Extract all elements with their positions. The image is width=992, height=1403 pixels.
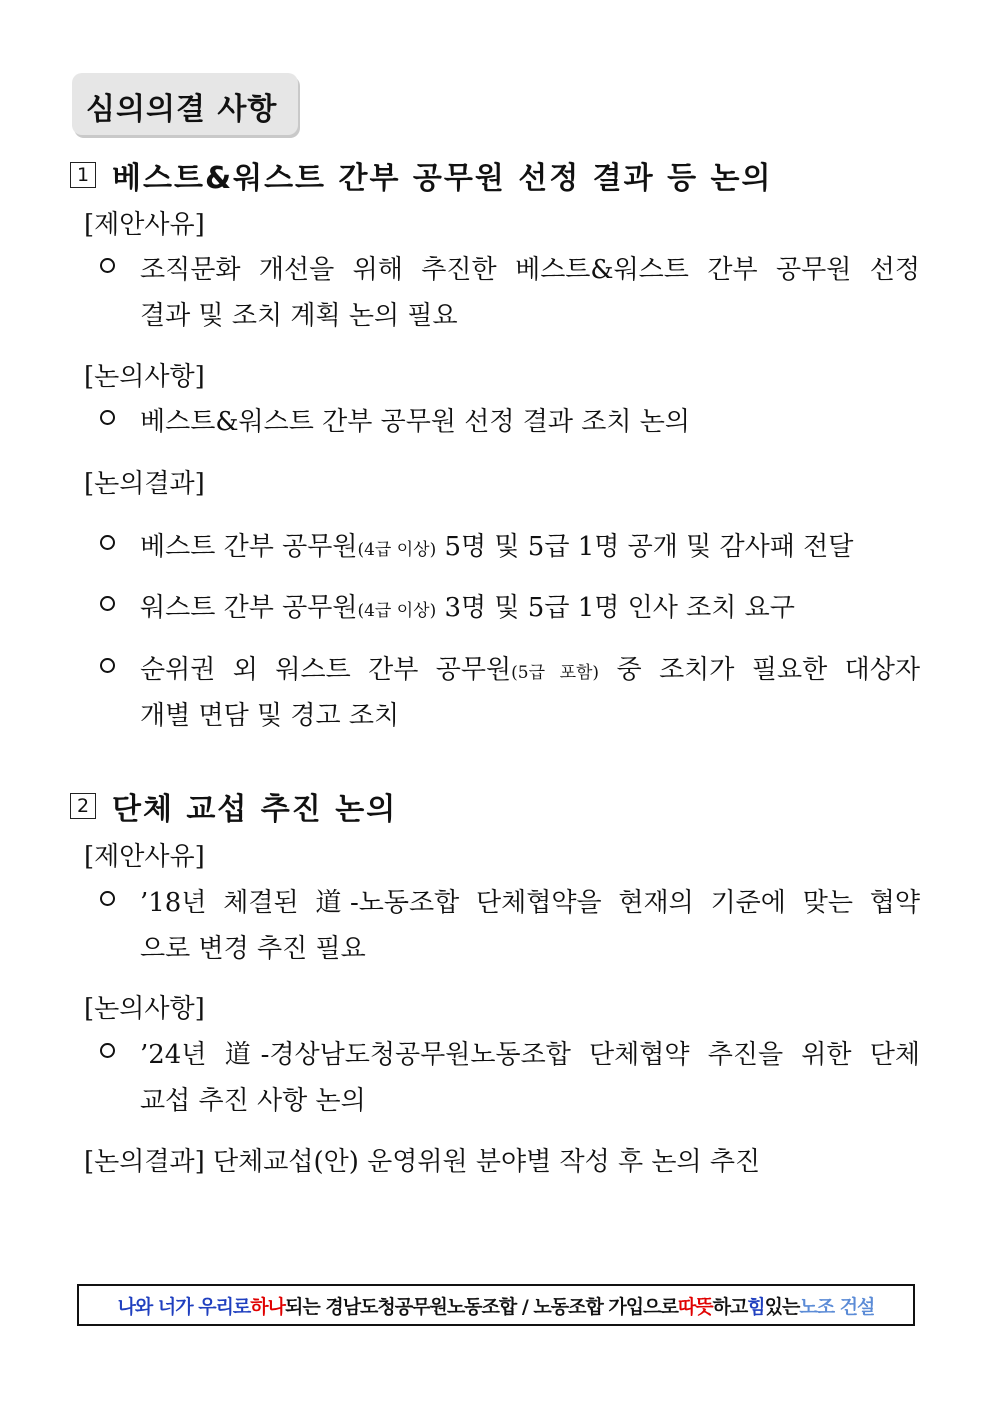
result-3-note: (5급 포함)	[511, 663, 600, 683]
section-2-reason-line-2: 으로 변경 추진 필요	[140, 934, 366, 964]
section-2-discussion-line-1: ’24년 道-경상남도청공무원노동조합 단체협약 추진을 위한 단체	[140, 1040, 920, 1070]
section-2-number: 2	[70, 793, 96, 819]
section-2-discussion-line-2: 교섭 추진 사항 논의	[140, 1086, 366, 1116]
circle-bullet-icon	[100, 1043, 115, 1058]
section-1-discussion-line-1: 베스트&워스트 간부 공무원 선정 결과 조치 논의	[140, 407, 690, 437]
page-title: 심의의결 사항	[86, 92, 278, 127]
section-2-header	[70, 786, 397, 826]
slogan-part: 나와 너가 우리로	[117, 1295, 251, 1318]
slogan-part: 따뜻	[677, 1295, 713, 1318]
section-1-reason-line-2: 결과 및 조치 계획 논의 필요	[140, 301, 458, 331]
section-1-number: 1	[70, 162, 96, 188]
section-2-result	[84, 1145, 760, 1179]
result-1-note: (4급 이상)	[357, 540, 437, 560]
result-1-text-post: 5명 및 5급 1명 공개 및 감사패 전달	[436, 532, 854, 562]
section-1-discussion-label: [논의사항]	[84, 362, 205, 392]
result-2-text: 워스트 간부 공무원	[140, 593, 358, 623]
slogan-part: 힘	[747, 1295, 765, 1318]
section-2-title: 단체 교섭 추진 논의	[112, 792, 398, 827]
slogan-part: 되는 경남도청공무원노동조합 / 노동조합 가입으로	[285, 1295, 678, 1318]
footer-slogan	[77, 1284, 915, 1326]
section-1-result-label: [논의결과]	[84, 469, 205, 499]
section-2-discussion-label: [논의사항]	[84, 994, 205, 1024]
slogan-part: 하고	[712, 1295, 748, 1318]
circle-bullet-icon	[100, 596, 115, 611]
circle-bullet-icon	[100, 410, 115, 425]
section-1-reason-label: [제안사유]	[84, 210, 205, 240]
section-2-result-text: 단체교섭(안) 운영위원 분야별 작성 후 논의 추진	[213, 1147, 761, 1177]
section-1-title: 베스트&워스트 간부 공무원 선정 결과 등 논의	[112, 161, 773, 196]
title-box	[72, 73, 298, 135]
section-2-result-label: [논의결과]	[84, 1147, 205, 1177]
result-2-text-post: 3명 및 5급 1명 인사 조치 요구	[436, 593, 795, 623]
result-1-text: 베스트 간부 공무원	[140, 532, 358, 562]
result-3-text: 순위권 외 워스트 간부 공무원	[140, 655, 512, 685]
circle-bullet-icon	[100, 658, 115, 673]
circle-bullet-icon	[100, 258, 115, 273]
section-1-header	[70, 155, 772, 195]
slogan-part: 있는	[764, 1295, 800, 1318]
circle-bullet-icon	[100, 535, 115, 550]
section-2-reason-label: [제안사유]	[84, 842, 205, 872]
section-2-reason-line-1: ’18년 체결된 道-노동조합 단체협약을 현재의 기준에 맞는 협약	[140, 888, 920, 918]
result-3-text-post: 중 조치가 필요한 대상자	[599, 655, 920, 685]
section-1-reason-line-1: 조직문화 개선을 위해 추진한 베스트&워스트 간부 공무원 선정	[140, 255, 920, 285]
result-2-note: (4급 이상)	[357, 601, 437, 621]
slogan-part: 하나	[250, 1295, 286, 1318]
result-3-line-2: 개별 면담 및 경고 조치	[140, 701, 400, 731]
slogan-part: 노조 건설	[799, 1295, 875, 1318]
circle-bullet-icon	[100, 891, 115, 906]
